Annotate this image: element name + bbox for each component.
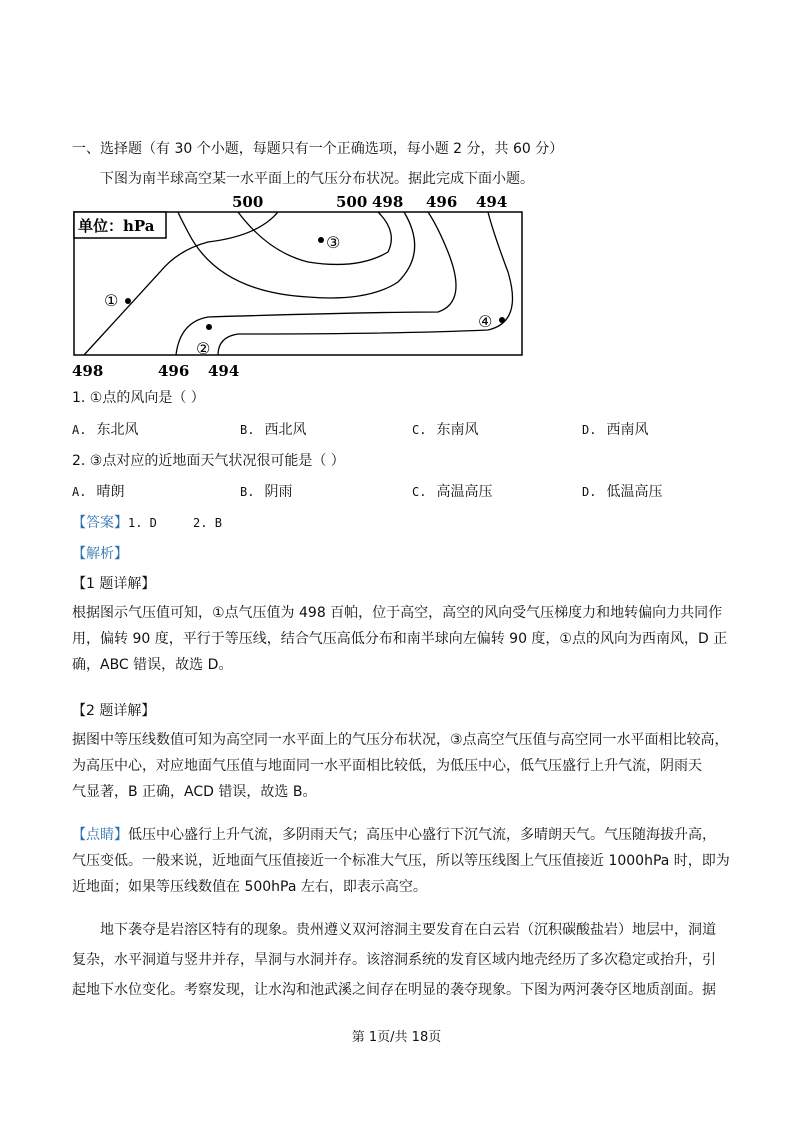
karst-line: 地下袭夺是岩溶区特有的现象。贵州遵义双河溶洞主要发育在白云岩（沉积碳酸盐岩）地层中，洞道 <box>100 922 716 938</box>
point-2-dot <box>206 324 212 330</box>
point-3-label: ③ <box>326 233 341 252</box>
q1-option-a[interactable]: A. 东北风 <box>72 422 139 438</box>
point-4-dot <box>499 317 505 323</box>
detail1-line: 根据图示气压值可知，①点气压值为 498 百帕，位于高空，高空的风向受气压梯度力和地转偏向力共同作 <box>72 605 723 621</box>
bottom-label-494: 494 <box>208 362 240 380</box>
tip-paragraph <box>72 822 732 900</box>
isobar-494 <box>218 212 513 355</box>
bottom-label-498: 498 <box>72 362 104 380</box>
top-label-498: 498 <box>372 193 404 211</box>
q2-option-a[interactable]: A. 晴朗 <box>72 484 125 500</box>
q2-option-d[interactable]: D. 低温高压 <box>582 484 663 500</box>
q2-stem: 2. ③点对应的近地面天气状况很可能是（ ） <box>72 453 345 469</box>
top-label-500b: 500 <box>336 193 368 211</box>
karst-paragraph <box>72 915 732 1005</box>
detail1-paragraph <box>72 600 732 678</box>
tip-line: 低压中心盛行上升气流，多阴雨天气；高压中心盛行下沉气流，多晴朗天气。气压随海拔升高， <box>128 827 716 843</box>
karst-line: 复杂，水平洞道与竖井并存，旱洞与水洞并存。该溶洞系统的发育区域内地壳经历了多次稳定或抬升，引 <box>72 952 716 968</box>
section-title: 一、选择题（有 30 个小题，每题只有一个正确选项，每小题 2 分，共 60 分） <box>72 141 564 157</box>
top-label-494: 494 <box>476 193 508 211</box>
q2-option-c[interactable]: C. 高温高压 <box>412 484 493 500</box>
point-3-dot <box>318 237 324 243</box>
page-footer: 第 1页/共 18页 <box>351 1030 442 1045</box>
q2-option-b[interactable]: B. 阴雨 <box>240 484 293 500</box>
answer-text: 1. D 2. B <box>128 516 222 530</box>
detail2-line: 为高压中心，对应地面气压值与地面同一水平面相比较低，为低压中心，低气压盛行上升气流，阴雨天 <box>72 758 702 774</box>
detail1-tag: 【1 题详解】 <box>72 576 156 592</box>
q1-option-b[interactable]: B. 西北风 <box>240 422 307 438</box>
detail2-line: 据图中等压线数值可知为高空同一水平面上的气压分布状况，③点高空气压值与高空同一水平面相比较高， <box>72 732 729 748</box>
isobar-map-svg <box>68 192 538 382</box>
detail2-line: 气显著，B 正确，ACD 错误，故选 B。 <box>72 784 317 800</box>
karst-line: 起地下水位变化。考察发现，让水沟和池武溪之间存在明显的袭夺现象。下图为两河袭夺区地质剖面。据 <box>72 982 716 998</box>
detail1-line: 用，偏转 90 度，平行于等压线，结合气压高低分布和南半球向左偏转 90 度，①点的风向为西南风，D 正 <box>72 631 728 647</box>
point-2-label: ② <box>196 339 211 358</box>
q1-stem: 1. ①点的风向是（ ） <box>72 390 205 406</box>
tip-line: 气压变低。一般来说，近地面气压值接近一个标准大气压，所以等压线图上气压值接近 1000hPa 时，即为 <box>72 853 730 869</box>
top-label-496: 496 <box>426 193 458 211</box>
isobar-500 <box>238 212 391 264</box>
q1-option-c[interactable]: C. 东南风 <box>412 422 479 438</box>
detail2-paragraph <box>72 727 732 805</box>
unit-label: 单位：hPa <box>78 217 155 235</box>
top-label-500a: 500 <box>232 193 264 211</box>
q1-option-d[interactable]: D. 西南风 <box>582 422 649 438</box>
intro-text: 下图为南半球高空某一水平面上的气压分布状况。据此完成下面小题。 <box>100 171 534 187</box>
tip-tag: 【点睛】 <box>72 827 128 843</box>
detail2-tag: 【2 题详解】 <box>72 703 156 719</box>
point-1-dot <box>125 298 131 304</box>
isobar-498-right <box>178 212 415 298</box>
bottom-label-496: 496 <box>158 362 190 380</box>
tip-line: 近地面；如果等压线数值在 500hPa 左右，即表示高空。 <box>72 879 427 895</box>
isobar-map <box>68 192 538 382</box>
point-4-label: ④ <box>478 312 493 331</box>
answer-tag: 【答案】 <box>72 515 128 531</box>
analysis-tag: 【解析】 <box>72 546 128 562</box>
detail1-line: 确，ABC 错误，故选 D。 <box>72 657 233 673</box>
point-1-label: ① <box>104 291 119 310</box>
answer-line <box>72 512 222 532</box>
